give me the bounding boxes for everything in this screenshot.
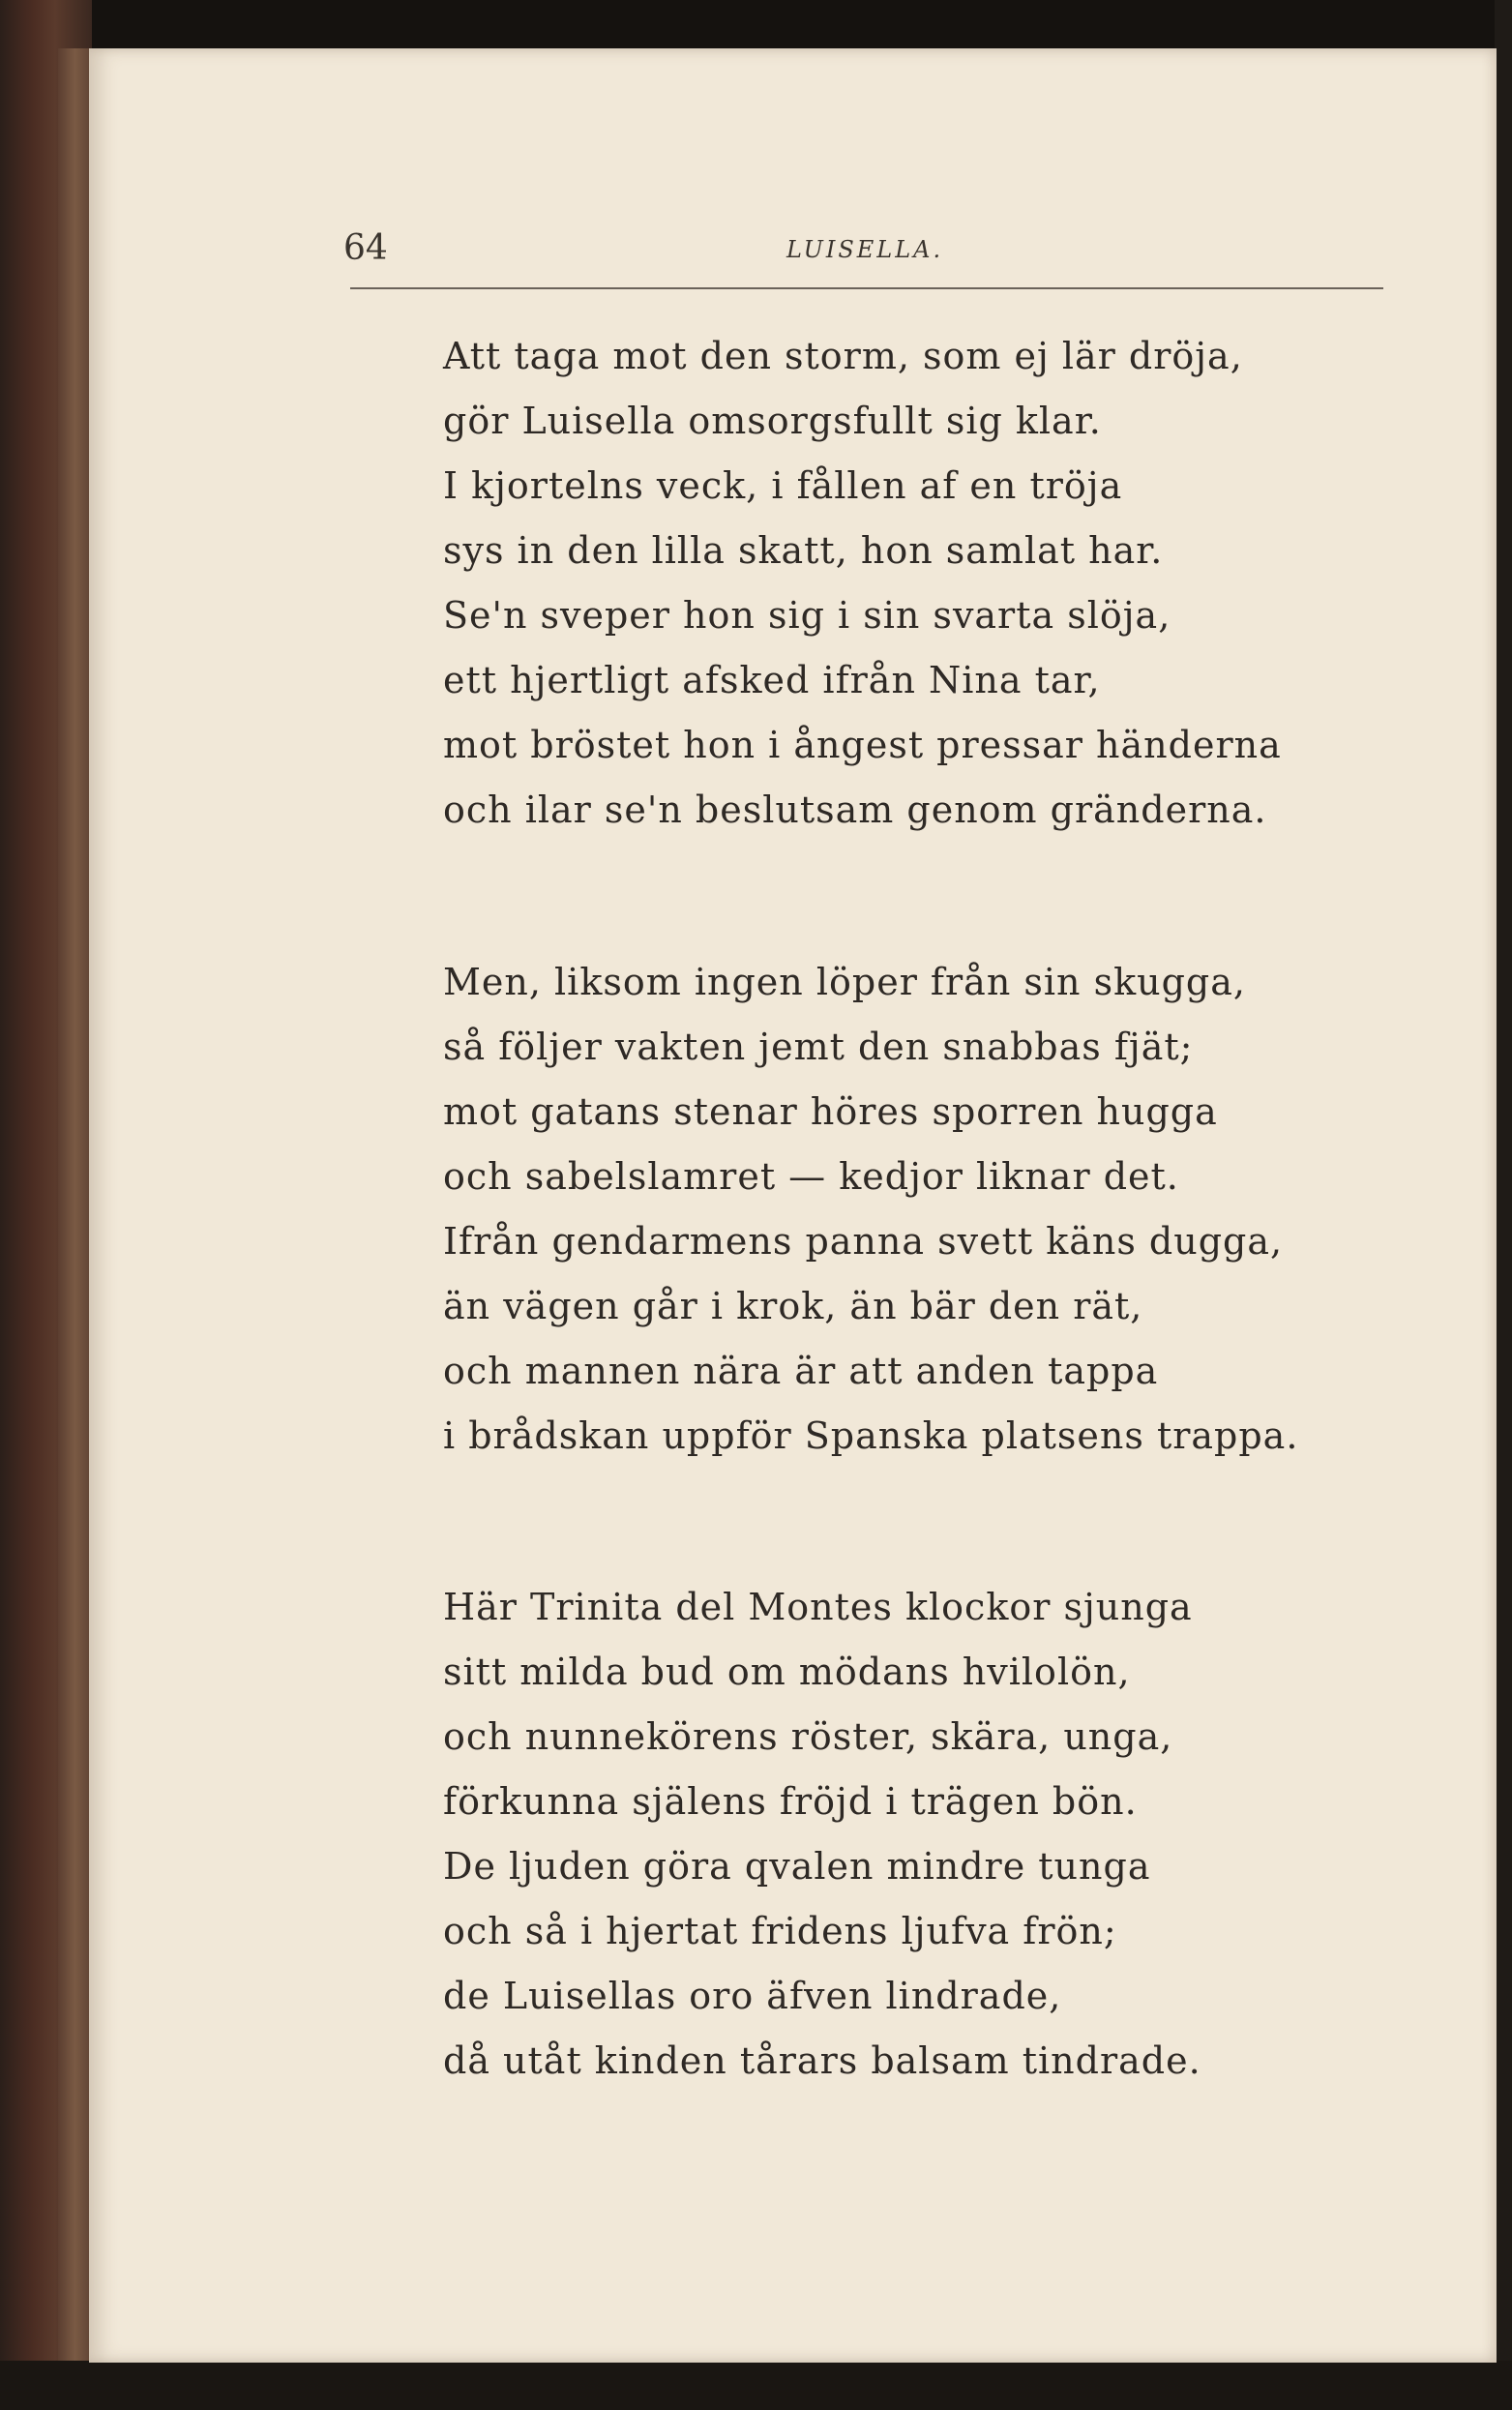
stanza-1 xyxy=(443,324,1314,843)
verse-line: och sabelslamret — kedjor liknar det. xyxy=(443,1155,1179,1198)
verse-line: De ljuden göra qvalen mindre tunga xyxy=(443,1845,1151,1888)
scan-right-border xyxy=(1495,0,1512,2410)
verse-line: sys in den lilla skatt, hon samlat har. xyxy=(443,529,1164,572)
verse-line: och ilar se'n beslutsam genom gränderna. xyxy=(443,788,1267,831)
verse-line: än vägen går i krok, än bär den rät, xyxy=(443,1285,1143,1327)
stanza-2 xyxy=(443,950,1314,1469)
header-rule xyxy=(350,287,1383,289)
verse-line: och mannen nära är att anden tappa xyxy=(443,1350,1159,1392)
running-title: LUISELLA. xyxy=(786,236,944,263)
verse-line: de Luisellas oro äfven lindrade, xyxy=(443,1975,1062,2017)
verse-line: och nunnekörens röster, skära, unga, xyxy=(443,1715,1173,1758)
verse-line: Att taga mot den storm, som ej lär dröja, xyxy=(443,335,1243,377)
verse-line: mot bröstet hon i ångest pressar händerna xyxy=(443,724,1282,766)
verse-line: gör Luisella omsorgsfullt sig klar. xyxy=(443,400,1102,442)
verse-line: och så i hjertat fridens ljufva frön; xyxy=(443,1910,1117,1952)
verse-line: Här Trinita del Montes klockor sjunga xyxy=(443,1586,1193,1628)
page-header xyxy=(343,224,1383,283)
verse-line: så följer vakten jemt den snabbas fjät; xyxy=(443,1026,1194,1068)
verse-line: förkunna själens fröjd i trägen bön. xyxy=(443,1780,1138,1823)
verse-line: I kjortelns veck, i fållen af en tröja xyxy=(443,464,1123,507)
stanza-3 xyxy=(443,1575,1314,2094)
verse-line: mot gatans stenar höres sporren hugga xyxy=(443,1090,1218,1133)
scan-top-border xyxy=(0,0,1512,53)
scan-bottom-border xyxy=(0,2361,1512,2410)
verse-line: Men, liksom ingen löper från sin skugga, xyxy=(443,961,1246,1003)
page-number: 64 xyxy=(343,228,388,268)
verse-line: Se'n sveper hon sig i sin svarta slöja, xyxy=(443,594,1171,637)
verse-line: ett hjertligt afsked ifrån Nina tar, xyxy=(443,659,1101,701)
verse-line: i brådskan uppför Spanska platsens trappa. xyxy=(443,1414,1299,1457)
binding-edge xyxy=(58,48,92,2361)
verse-line: då utåt kinden tårars balsam tindrade. xyxy=(443,2039,1201,2082)
verse-line: sitt milda bud om mödans hvilolön, xyxy=(443,1651,1131,1693)
verse-line: Ifrån gendarmens panna svett käns dugga, xyxy=(443,1220,1284,1263)
